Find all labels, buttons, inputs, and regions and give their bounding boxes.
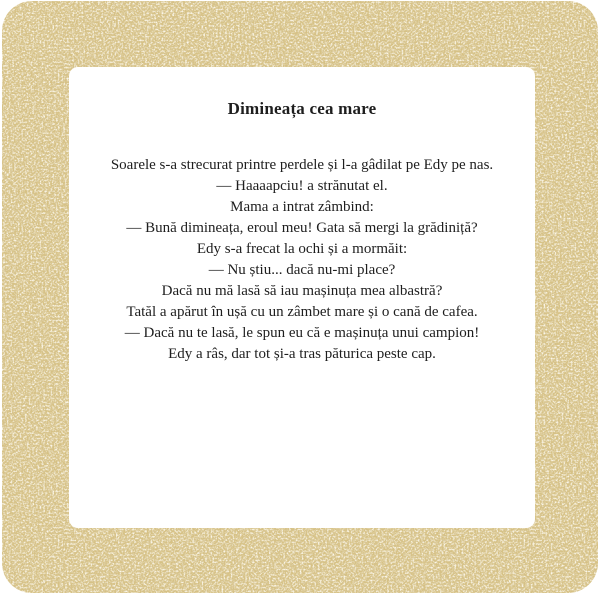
story-line: — Bună dimineața, eroul meu! Gata să mergi la grădiniță? (126, 220, 478, 236)
story-text-area (69, 67, 535, 528)
story-line: Soarele s-a strecurat printre perdele și l-a gâdilat pe Edy pe nas. (110, 157, 494, 173)
story-line: Mama a intrat zâmbind: (230, 199, 374, 215)
story-line: — Dacă nu te lasă, le spun eu că e mașinuța unui campion! (124, 325, 480, 341)
story-line: — Haaaapciu! a strănutat el. (216, 178, 388, 194)
story-body (69, 155, 535, 365)
story-line: Dacă nu mă lasă să iau mașinuța mea albastră? (161, 283, 443, 299)
story-title: Dimineața cea mare (227, 99, 377, 118)
story-line: Tatăl a apărut în ușă cu un zâmbet mare și o cană de cafea. (126, 304, 478, 320)
story-line: Edy s-a frecat la ochi și a mormăit: (196, 241, 408, 257)
story-line: — Nu știu... dacă nu-mi place? (208, 262, 396, 278)
story-line: Edy a râs, dar tot și-a tras păturica peste cap. (168, 346, 436, 362)
